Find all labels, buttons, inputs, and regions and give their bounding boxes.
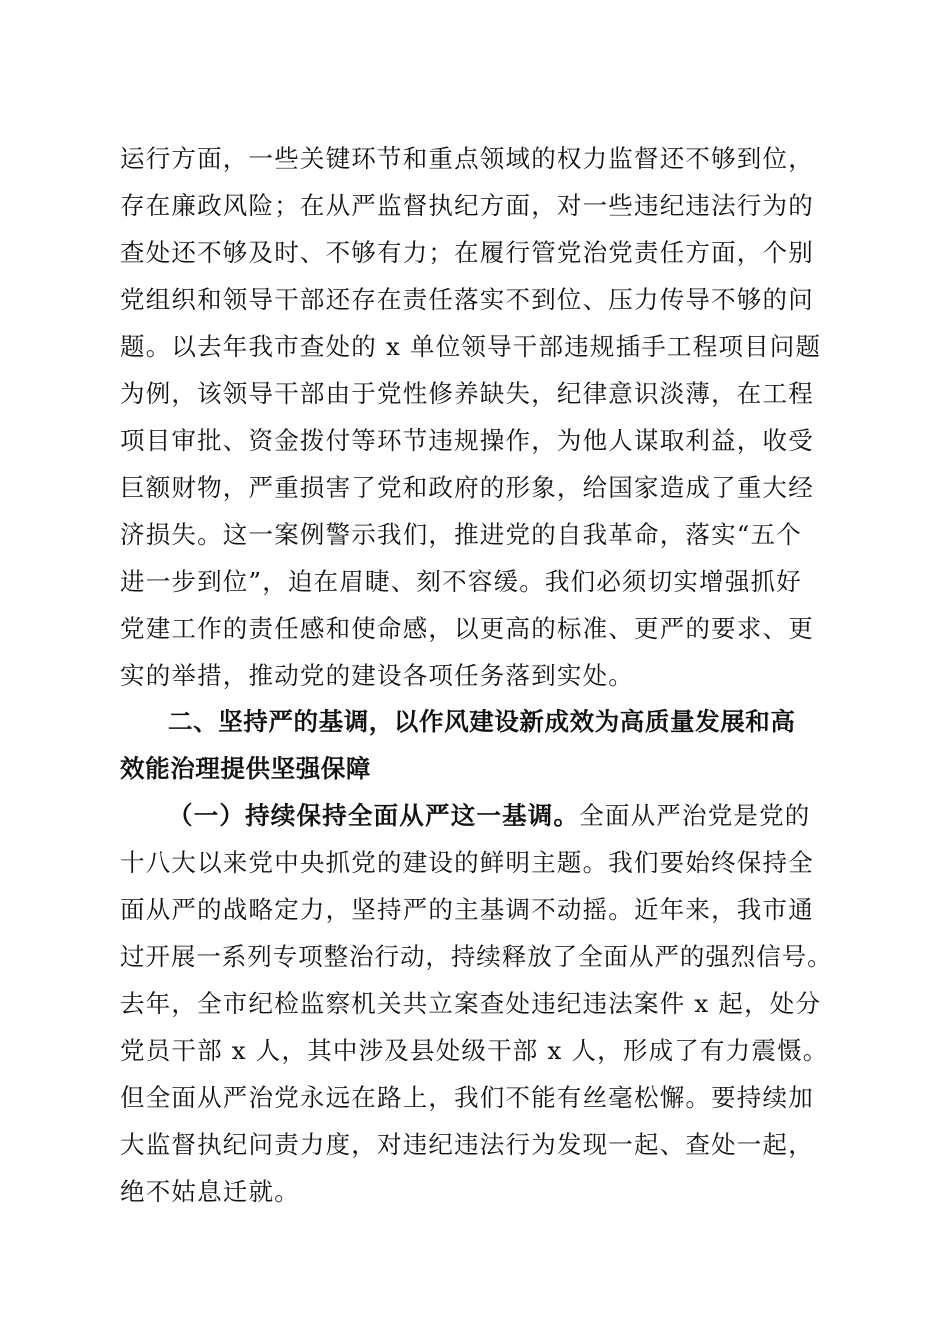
- body-text-line: 党组织和领导干部还存在责任落实不到位、压力传导不够的问: [120, 285, 814, 314]
- body-text-line: 党建工作的责任感和使命感，以更高的标准、更严的要求、更: [120, 614, 814, 643]
- body-text-line: 十八大以来党中央抓党的建设的鲜明主题。我们要始终保持全: [120, 848, 814, 877]
- body-text-line: 查处还不够及时、不够有力；在履行管党治党责任方面，个别: [120, 238, 814, 267]
- body-text-line: 绝不姑息迁就。: [120, 1177, 300, 1206]
- body-text-line: 存在廉政风险；在从严监督执纪方面，对一些违纪违法行为的: [120, 191, 814, 220]
- body-text-line: 项目审批、资金拨付等环节违规操作，为他人谋取利益，收受: [120, 426, 814, 455]
- body-text-line: 去年，全市纪检监察机关共立案查处违纪违法案件 x 起，处分: [120, 989, 822, 1018]
- body-text-line: 过开展一系列专项整治行动，持续释放了全面从严的强烈信号。: [120, 942, 833, 971]
- body-text-line: 为例，该领导干部由于党性修养缺失，纪律意识淡薄，在工程: [120, 379, 814, 408]
- body-text-line: 但全面从严治党永远在路上，我们不能有丝毫松懈。要持续加: [120, 1083, 814, 1112]
- subsection-first-line: [168, 801, 811, 831]
- section-heading-line: 二、坚持严的基调，以作风建设新成效为高质量发展和高: [168, 707, 796, 736]
- subsection-first-line-text: 全面从严治党是党的: [579, 801, 811, 830]
- subsection-title: （一）持续保持全面从严这一基调。: [168, 801, 580, 830]
- body-text-line: 进一步到位”，迫在眉睫、刻不容缓。我们必须切实增强抓好: [120, 567, 802, 596]
- body-text-line: 实的举措，推动党的建设各项任务落到实处。: [120, 661, 634, 690]
- body-text-line: 面从严的战略定力，坚持严的主基调不动摇。近年来，我市通: [120, 895, 814, 924]
- body-text-line: 党员干部 x 人，其中涉及县处级干部 x 人，形成了有力震慑。: [120, 1036, 829, 1065]
- body-text-line: 大监督执纪问责力度，对违纪违法行为发现一起、查处一起，: [120, 1130, 814, 1159]
- body-text-line: 巨额财物，严重损害了党和政府的形象，给国家造成了重大经: [120, 473, 814, 502]
- body-text-line: 济损失。这一案例警示我们，推进党的自我革命，落实“五个: [120, 520, 802, 549]
- body-text-line: 运行方面，一些关键环节和重点领域的权力监督还不够到位，: [120, 144, 814, 173]
- section-heading-line: 效能治理提供坚强保障: [120, 754, 371, 783]
- body-text-line: 题。以去年我市查处的 x 单位领导干部违规插手工程项目问题: [120, 332, 822, 361]
